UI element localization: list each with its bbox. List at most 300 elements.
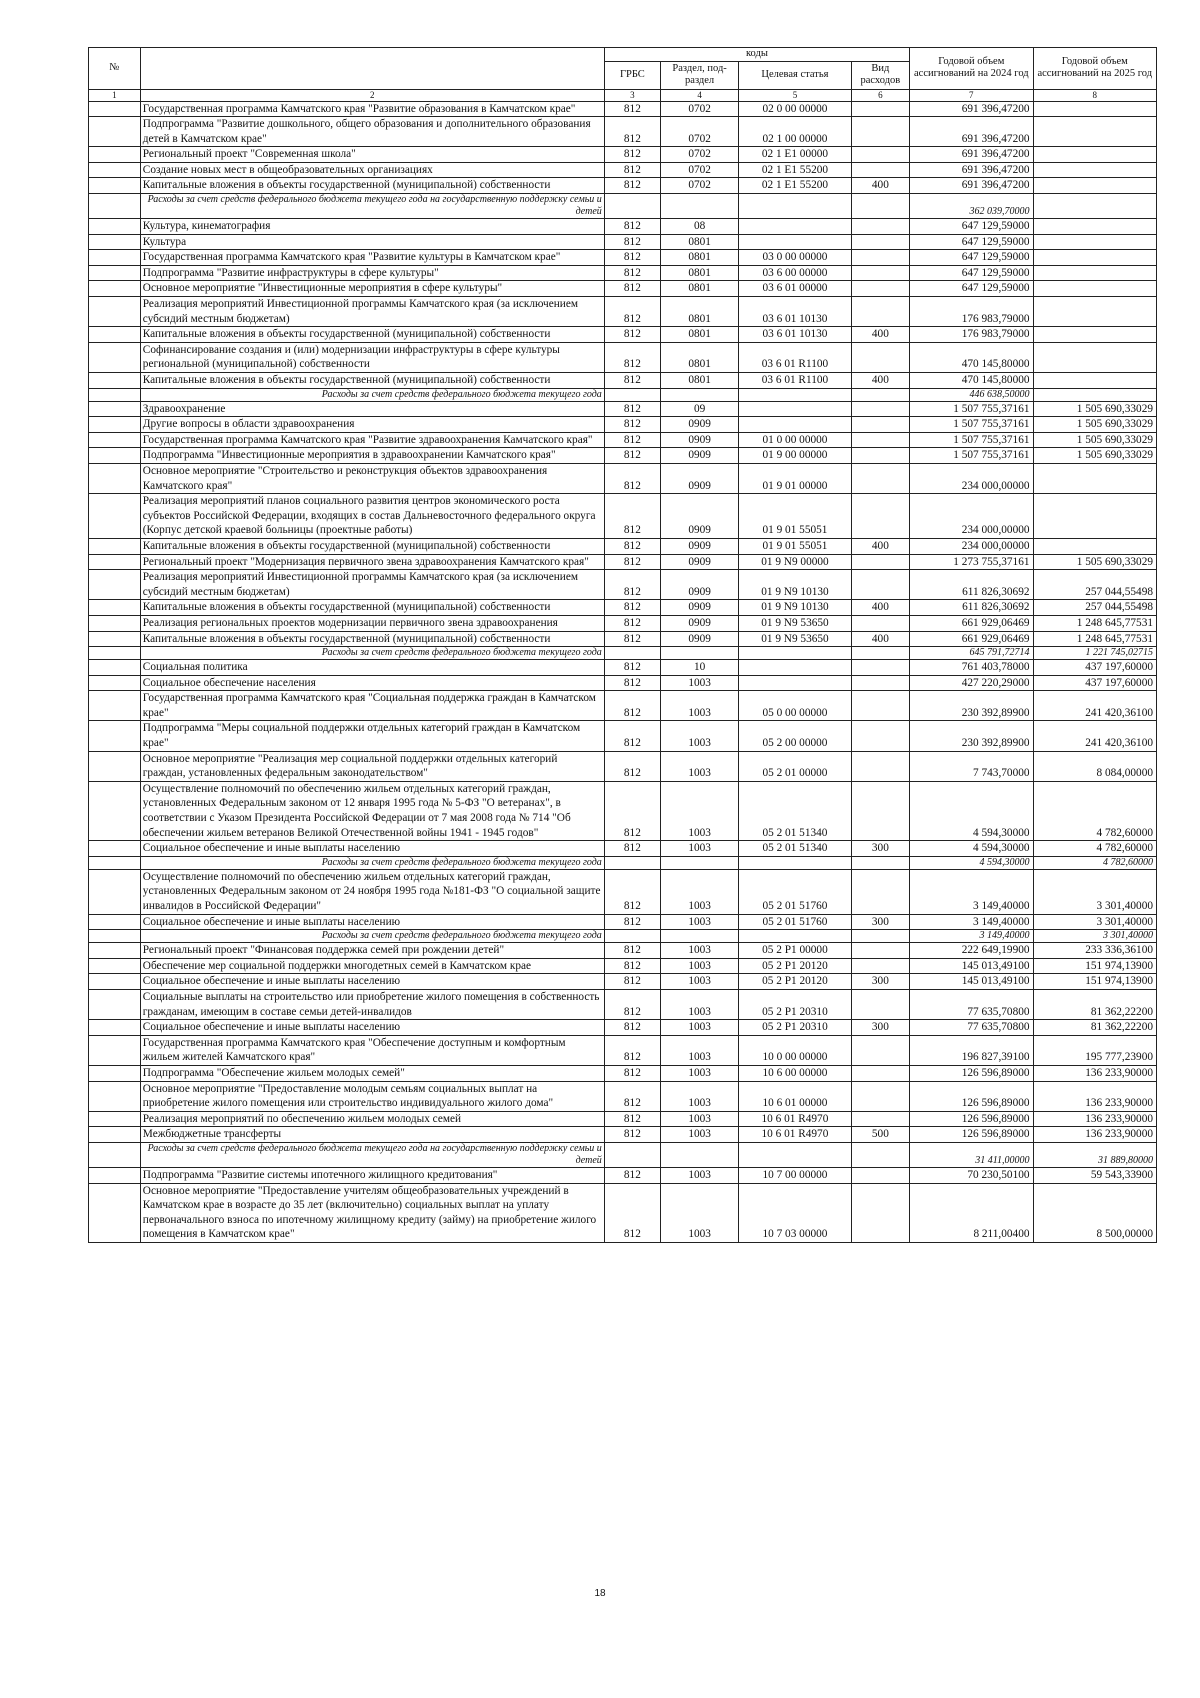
row-target-article-cell: 01 9 N9 53650 [739,631,851,647]
row-volume-2025-cell: 136 233,90000 [1033,1111,1156,1127]
row-volume-2024-cell: 661 929,06469 [910,615,1033,631]
table-note-row [89,388,1157,401]
row-grbs-cell [604,856,660,869]
table-row [89,1111,1157,1127]
table-note-row [89,647,1157,660]
row-grbs-cell [604,930,660,943]
row-grbs-cell: 812 [604,554,660,570]
row-section-cell: 0702 [660,162,738,178]
row-expense-kind-cell [851,417,909,433]
row-number-cell [89,751,141,781]
table-row [89,417,1157,433]
row-section-cell: 1003 [660,751,738,781]
row-volume-2024-cell: 126 596,89000 [910,1065,1033,1081]
row-section-cell: 1003 [660,675,738,691]
row-volume-2024-cell: 7 743,70000 [910,751,1033,781]
row-grbs-cell: 812 [604,974,660,990]
row-name-cell: Подпрограмма "Развитие дошкольного, общего образования и дополнительного образования детей в Камчатском крае" [140,117,604,147]
row-volume-2025-cell: 3 301,40000 [1033,930,1156,943]
row-volume-2025-cell [1033,234,1156,250]
row-name-cell: Подпрограмма "Инвестиционные мероприятия в здравоохранении Камчатского края" [140,448,604,464]
row-grbs-cell: 812 [604,600,660,616]
row-target-article-cell: 10 6 00 00000 [739,1065,851,1081]
table-row [89,448,1157,464]
row-expense-kind-cell: 400 [851,373,909,389]
row-volume-2024-cell: 8 211,00400 [910,1183,1033,1242]
row-target-article-cell: 05 2 P1 20310 [739,989,851,1019]
row-volume-2025-cell: 136 233,90000 [1033,1127,1156,1143]
row-section-cell: 0801 [660,250,738,266]
row-grbs-cell [604,194,660,219]
table-row [89,1183,1157,1242]
row-expense-kind-cell: 500 [851,1127,909,1143]
table-row [89,162,1157,178]
row-name-cell: Обеспечение мер социальной поддержки многодетных семей в Камчатском крае [140,958,604,974]
header-codes: коды [604,48,909,62]
row-target-article-cell: 01 9 N9 00000 [739,554,851,570]
row-grbs-cell: 812 [604,101,660,117]
row-grbs-cell: 812 [604,463,660,493]
row-grbs-cell: 812 [604,432,660,448]
row-grbs-cell: 812 [604,342,660,372]
table-row [89,250,1157,266]
row-expense-kind-cell [851,691,909,721]
row-expense-kind-cell: 400 [851,538,909,554]
row-section-cell [660,647,738,660]
row-volume-2025-cell: 1 505 690,33029 [1033,448,1156,464]
row-section-cell: 0801 [660,297,738,327]
table-row [89,373,1157,389]
row-section-cell: 1003 [660,1081,738,1111]
row-volume-2024-cell: 77 635,70800 [910,989,1033,1019]
header-number: № [89,48,141,90]
row-expense-kind-cell [851,250,909,266]
row-section-cell: 0702 [660,178,738,194]
table-row [89,943,1157,959]
row-volume-2025-cell [1033,178,1156,194]
row-number-cell [89,570,141,600]
row-number-cell [89,1035,141,1065]
row-volume-2024-cell: 31 411,00000 [910,1142,1033,1167]
row-number-cell [89,342,141,372]
row-expense-kind-cell [851,1167,909,1183]
row-target-article-cell: 10 6 01 R4970 [739,1127,851,1143]
table-row [89,1167,1157,1183]
row-expense-kind-cell [851,1183,909,1242]
row-number-cell [89,117,141,147]
table-row [89,101,1157,117]
row-grbs-cell: 812 [604,914,660,930]
table-row [89,281,1157,297]
row-section-cell: 0702 [660,117,738,147]
header-name [140,48,604,90]
row-target-article-cell: 01 9 01 00000 [739,463,851,493]
row-number-cell [89,178,141,194]
row-grbs-cell: 812 [604,265,660,281]
row-name-cell: Основное мероприятие "Предоставление молодым семьям социальных выплат на приобретение жилого помещения или строительство индивидуального жилого дома" [140,1081,604,1111]
table-note-row [89,856,1157,869]
row-section-cell: 0702 [660,101,738,117]
row-target-article-cell [739,194,851,219]
row-volume-2025-cell: 257 044,55498 [1033,570,1156,600]
row-volume-2025-cell [1033,327,1156,343]
row-section-cell: 1003 [660,943,738,959]
row-target-article-cell: 02 1 E1 55200 [739,178,851,194]
row-name-cell: Основное мероприятие "Реализация мер социальной поддержки отдельных категорий граждан, установленных федеральным законодательством" [140,751,604,781]
row-expense-kind-cell [851,448,909,464]
row-volume-2024-cell: 611 826,30692 [910,570,1033,600]
row-number-cell [89,1065,141,1081]
row-expense-kind-cell [851,856,909,869]
row-target-article-cell: 05 2 P1 20310 [739,1020,851,1036]
row-expense-kind-cell: 400 [851,178,909,194]
row-number-cell [89,194,141,219]
row-grbs-cell: 812 [604,178,660,194]
row-target-article-cell [739,417,851,433]
row-number-cell [89,958,141,974]
column-number: 6 [851,89,909,101]
row-expense-kind-cell [851,989,909,1019]
row-name-cell: Социальное обеспечение и иные выплаты населению [140,914,604,930]
row-number-cell [89,660,141,676]
row-name-cell: Региональный проект "Финансовая поддержка семей при рождении детей" [140,943,604,959]
table-row [89,675,1157,691]
row-expense-kind-cell [851,265,909,281]
row-number-cell [89,869,141,914]
row-volume-2024-cell: 222 649,19900 [910,943,1033,959]
table-row [89,781,1157,840]
row-grbs-cell: 812 [604,1111,660,1127]
row-grbs-cell: 812 [604,538,660,554]
row-section-cell: 1003 [660,958,738,974]
row-volume-2025-cell: 4 782,60000 [1033,781,1156,840]
row-grbs-cell: 812 [604,448,660,464]
row-name-cell: Культура [140,234,604,250]
row-grbs-cell [604,647,660,660]
row-target-article-cell: 03 6 00 00000 [739,265,851,281]
header-volume-2024: Годовой объем ассигнований на 2024 год [910,48,1033,90]
row-volume-2025-cell: 1 248 645,77531 [1033,615,1156,631]
row-target-article-cell [739,675,851,691]
row-grbs-cell: 812 [604,1035,660,1065]
row-name-cell: Капитальные вложения в объекты государственной (муниципальной) собственности [140,178,604,194]
table-row [89,600,1157,616]
row-grbs-cell: 812 [604,327,660,343]
row-expense-kind-cell [851,675,909,691]
row-name-cell: Основное мероприятие "Строительство и реконструкция объектов здравоохранения Камчатского края" [140,463,604,493]
row-name-cell: Государственная программа Камчатского края "Социальная поддержка граждан в Камчатском крае" [140,691,604,721]
row-volume-2024-cell: 126 596,89000 [910,1127,1033,1143]
row-name-cell: Расходы за счет средств федерального бюджета текущего года на государственную поддержку семьи и детей [140,1142,604,1167]
table-row [89,570,1157,600]
column-number: 8 [1033,89,1156,101]
table-row [89,721,1157,751]
row-volume-2024-cell: 691 396,47200 [910,147,1033,163]
table-row [89,615,1157,631]
row-target-article-cell: 05 2 P1 20120 [739,974,851,990]
row-expense-kind-cell [851,781,909,840]
row-volume-2025-cell: 257 044,55498 [1033,600,1156,616]
row-volume-2025-cell: 195 777,23900 [1033,1035,1156,1065]
row-volume-2025-cell: 81 362,22200 [1033,989,1156,1019]
row-number-cell [89,219,141,235]
row-volume-2024-cell: 77 635,70800 [910,1020,1033,1036]
row-grbs-cell: 812 [604,1065,660,1081]
row-volume-2025-cell: 437 197,60000 [1033,675,1156,691]
row-target-article-cell: 05 0 00 00000 [739,691,851,721]
row-section-cell: 1003 [660,1065,738,1081]
row-grbs-cell: 812 [604,989,660,1019]
row-name-cell: Социальное обеспечение и иные выплаты населению [140,841,604,857]
row-target-article-cell: 05 2 01 51340 [739,781,851,840]
row-grbs-cell: 812 [604,1167,660,1183]
row-volume-2024-cell: 427 220,29000 [910,675,1033,691]
row-grbs-cell: 812 [604,297,660,327]
row-number-cell [89,691,141,721]
row-name-cell: Здравоохранение [140,401,604,417]
row-name-cell: Основное мероприятие "Предоставление учителям общеобразовательных учреждений в Камчатском крае в возрасте до 35 лет (включительно) социальных выплат на уплату первоначального взноса по ипотечному жилищному кредиту (займу) на приобретение жилого помещения в Камчатском крае" [140,1183,604,1242]
row-volume-2025-cell [1033,219,1156,235]
table-row [89,958,1157,974]
row-section-cell: 1003 [660,1111,738,1127]
row-expense-kind-cell [851,401,909,417]
row-name-cell: Расходы за счет средств федерального бюджета текущего года [140,647,604,660]
row-volume-2025-cell: 1 505 690,33029 [1033,432,1156,448]
row-expense-kind-cell [851,219,909,235]
row-expense-kind-cell: 400 [851,327,909,343]
row-name-cell: Капитальные вложения в объекты государственной (муниципальной) собственности [140,327,604,343]
row-grbs-cell: 812 [604,234,660,250]
row-expense-kind-cell: 300 [851,1020,909,1036]
row-grbs-cell: 812 [604,281,660,297]
row-number-cell [89,401,141,417]
row-grbs-cell: 812 [604,841,660,857]
row-grbs-cell: 812 [604,615,660,631]
row-volume-2024-cell: 611 826,30692 [910,600,1033,616]
table-row [89,234,1157,250]
row-volume-2025-cell: 1 221 745,02715 [1033,647,1156,660]
row-volume-2025-cell [1033,265,1156,281]
row-name-cell: Межбюджетные трансферты [140,1127,604,1143]
table-row [89,538,1157,554]
row-number-cell [89,1183,141,1242]
row-number-cell [89,432,141,448]
row-number-cell [89,856,141,869]
row-name-cell: Социальные выплаты на строительство или приобретение жилого помещения в собственность гражданам, имеющим в составе семьи детей-инвалидов [140,989,604,1019]
row-name-cell: Реализация региональных проектов модернизации первичного звена здравоохранения [140,615,604,631]
row-name-cell: Капитальные вложения в объекты государственной (муниципальной) собственности [140,631,604,647]
row-volume-2024-cell: 4 594,30000 [910,856,1033,869]
row-target-article-cell: 10 7 00 00000 [739,1167,851,1183]
row-number-cell [89,281,141,297]
column-number-row [89,89,1157,101]
row-section-cell: 0909 [660,463,738,493]
row-number-cell [89,162,141,178]
row-number-cell [89,615,141,631]
row-expense-kind-cell: 300 [851,914,909,930]
row-name-cell: Основное мероприятие "Инвестиционные мероприятия в сфере культуры" [140,281,604,297]
row-target-article-cell: 03 6 01 00000 [739,281,851,297]
table-row [89,974,1157,990]
row-target-article-cell: 03 6 01 10130 [739,327,851,343]
row-expense-kind-cell [851,101,909,117]
row-volume-2024-cell: 196 827,39100 [910,1035,1033,1065]
row-grbs-cell: 812 [604,570,660,600]
row-name-cell: Подпрограмма "Меры социальной поддержки отдельных категорий граждан в Камчатском крае" [140,721,604,751]
row-volume-2025-cell: 1 505 690,33029 [1033,554,1156,570]
row-number-cell [89,989,141,1019]
row-expense-kind-cell: 400 [851,631,909,647]
row-number-cell [89,841,141,857]
row-expense-kind-cell [851,1081,909,1111]
row-target-article-cell [739,647,851,660]
row-volume-2025-cell [1033,101,1156,117]
row-expense-kind-cell: 300 [851,841,909,857]
row-expense-kind-cell [851,1111,909,1127]
row-target-article-cell: 01 9 N9 53650 [739,615,851,631]
row-section-cell [660,194,738,219]
row-grbs-cell: 812 [604,494,660,539]
row-number-cell [89,781,141,840]
row-volume-2024-cell: 1 273 755,37161 [910,554,1033,570]
row-name-cell: Культура, кинематография [140,219,604,235]
row-number-cell [89,1081,141,1111]
row-section-cell: 0909 [660,432,738,448]
row-name-cell: Подпрограмма "Обеспечение жильем молодых семей" [140,1065,604,1081]
row-section-cell: 09 [660,401,738,417]
row-volume-2025-cell [1033,342,1156,372]
table-row [89,631,1157,647]
row-volume-2024-cell: 691 396,47200 [910,117,1033,147]
row-name-cell: Социальная политика [140,660,604,676]
row-name-cell: Реализация мероприятий по обеспечению жильем молодых семей [140,1111,604,1127]
row-section-cell: 10 [660,660,738,676]
row-volume-2025-cell [1033,162,1156,178]
row-expense-kind-cell [851,751,909,781]
row-volume-2024-cell: 234 000,00000 [910,494,1033,539]
table-row [89,463,1157,493]
row-volume-2024-cell: 647 129,59000 [910,265,1033,281]
table-row [89,327,1157,343]
row-target-article-cell: 02 1 00 00000 [739,117,851,147]
table-row [89,751,1157,781]
row-number-cell [89,914,141,930]
table-row [89,401,1157,417]
row-name-cell: Государственная программа Камчатского края "Развитие образования в Камчатском крае" [140,101,604,117]
table-row [89,554,1157,570]
row-name-cell: Создание новых мест в общеобразовательных организациях [140,162,604,178]
row-volume-2024-cell: 647 129,59000 [910,250,1033,266]
row-section-cell: 1003 [660,841,738,857]
row-expense-kind-cell [851,647,909,660]
row-volume-2024-cell: 645 791,72714 [910,647,1033,660]
row-target-article-cell [739,1142,851,1167]
header-expense-kind: Вид расходов [851,61,909,89]
table-row [89,691,1157,721]
row-name-cell: Капитальные вложения в объекты государственной (муниципальной) собственности [140,538,604,554]
row-volume-2025-cell [1033,194,1156,219]
row-expense-kind-cell [851,388,909,401]
row-name-cell: Осуществление полномочий по обеспечению жильем отдельных категорий граждан, установленных Федеральным законом от 12 января 1995 года № 5-ФЗ "О ветеранах", в соответствии с Указом Президента Российской Федерации от 7 мая 2008 года № 714 "Об обеспечении жильем ветеранов Великой Отечественной войны 1941 - 1945 годов" [140,781,604,840]
row-grbs-cell: 812 [604,751,660,781]
table-row [89,914,1157,930]
column-number: 4 [660,89,738,101]
row-number-cell [89,647,141,660]
row-grbs-cell [604,1142,660,1167]
row-expense-kind-cell [851,958,909,974]
row-name-cell: Социальное обеспечение и иные выплаты населению [140,1020,604,1036]
row-expense-kind-cell [851,943,909,959]
row-volume-2025-cell: 8 500,00000 [1033,1183,1156,1242]
row-name-cell: Государственная программа Камчатского края "Развитие культуры в Камчатском крае" [140,250,604,266]
row-grbs-cell: 812 [604,631,660,647]
row-expense-kind-cell [851,342,909,372]
row-volume-2024-cell: 647 129,59000 [910,281,1033,297]
row-grbs-cell: 812 [604,219,660,235]
row-target-article-cell: 05 2 01 51760 [739,869,851,914]
row-grbs-cell: 812 [604,660,660,676]
row-number-cell [89,600,141,616]
row-target-article-cell: 03 6 01 R1100 [739,373,851,389]
row-volume-2025-cell: 437 197,60000 [1033,660,1156,676]
row-target-article-cell: 01 9 00 00000 [739,448,851,464]
row-grbs-cell: 812 [604,417,660,433]
row-grbs-cell: 812 [604,869,660,914]
column-number: 1 [89,89,141,101]
row-grbs-cell: 812 [604,162,660,178]
table-row [89,1035,1157,1065]
row-section-cell: 0909 [660,631,738,647]
row-grbs-cell: 812 [604,147,660,163]
row-volume-2024-cell: 234 000,00000 [910,538,1033,554]
row-section-cell: 0801 [660,327,738,343]
row-volume-2024-cell: 661 929,06469 [910,631,1033,647]
row-expense-kind-cell [851,234,909,250]
row-volume-2025-cell [1033,281,1156,297]
row-target-article-cell: 02 1 E1 55200 [739,162,851,178]
row-number-cell [89,250,141,266]
row-section-cell: 0801 [660,373,738,389]
row-number-cell [89,974,141,990]
row-number-cell [89,265,141,281]
row-number-cell [89,930,141,943]
row-volume-2025-cell: 59 543,33900 [1033,1167,1156,1183]
row-volume-2025-cell: 31 889,80000 [1033,1142,1156,1167]
row-target-article-cell: 10 6 01 R4970 [739,1111,851,1127]
row-volume-2024-cell: 145 013,49100 [910,974,1033,990]
row-grbs-cell: 812 [604,1081,660,1111]
table-row [89,147,1157,163]
row-number-cell [89,494,141,539]
row-volume-2025-cell [1033,538,1156,554]
row-number-cell [89,297,141,327]
row-target-article-cell: 10 6 01 00000 [739,1081,851,1111]
row-target-article-cell [739,388,851,401]
row-volume-2024-cell: 3 149,40000 [910,869,1033,914]
row-volume-2025-cell: 81 362,22200 [1033,1020,1156,1036]
row-target-article-cell: 05 2 01 00000 [739,751,851,781]
row-section-cell: 0909 [660,448,738,464]
row-section-cell: 1003 [660,721,738,751]
row-name-cell: Региональный проект "Современная школа" [140,147,604,163]
table-row [89,342,1157,372]
row-number-cell [89,538,141,554]
budget-document-page [88,47,1157,1243]
row-volume-2024-cell: 3 149,40000 [910,930,1033,943]
row-expense-kind-cell [851,1142,909,1167]
row-section-cell: 0801 [660,265,738,281]
row-target-article-cell: 02 0 00 00000 [739,101,851,117]
